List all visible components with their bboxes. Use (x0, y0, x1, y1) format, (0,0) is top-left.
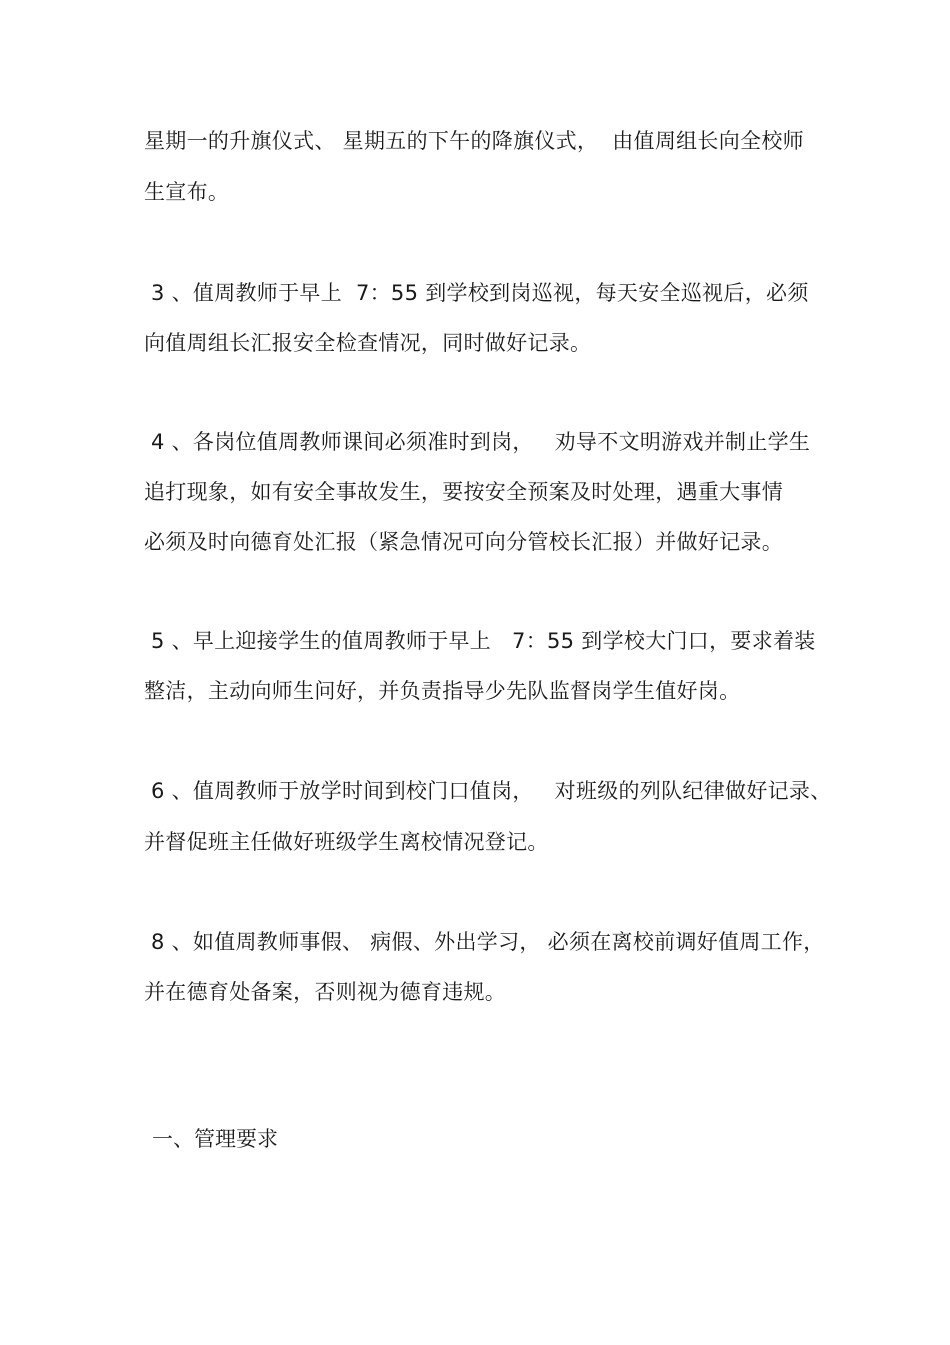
text-line: 整洁，主动向师生问好，并负责指导少先队监督岗学生值好岗。 (144, 679, 741, 703)
text-line: 5 、早上迎接学生的值周教师于早上 7：55 到学校大门口，要求着装 (144, 629, 816, 653)
text-line: 并在德育处备案，否则视为德育违规。 (144, 980, 507, 1004)
text-line: 追打现象，如有安全事故发生，要按安全预案及时处理，遇重大事情 (144, 480, 783, 504)
text-line: 并督促班主任做好班级学生离校情况登记。 (144, 830, 549, 854)
text-line: 星期一的升旗仪式、 星期五的下午的降旗仪式， 由值周组长向全校师 (144, 129, 804, 153)
text-line: 必须及时向德育处汇报（紧急情况可向分管校长汇报）并做好记录。 (144, 530, 783, 554)
text-line: 3 、值周教师于早上 7：55 到学校到岗巡视，每天安全巡视后，必须 (144, 281, 809, 305)
text-line: 6 、值周教师于放学时间到校门口值岗， 对班级的列队纪律做好记录、 (144, 779, 832, 803)
section-heading: 一、管理要求 (152, 1127, 278, 1151)
text-line: 向值周组长汇报安全检查情况，同时做好记录。 (144, 331, 592, 355)
text-line: 8 、如值周教师事假、 病假、外出学习， 必须在离校前调好值周工作， (144, 930, 825, 954)
text-line: 生宣布。 (144, 180, 230, 204)
text-line: 4 、各岗位值周教师课间必须准时到岗， 劝导不文明游戏并制止学生 (144, 430, 811, 454)
